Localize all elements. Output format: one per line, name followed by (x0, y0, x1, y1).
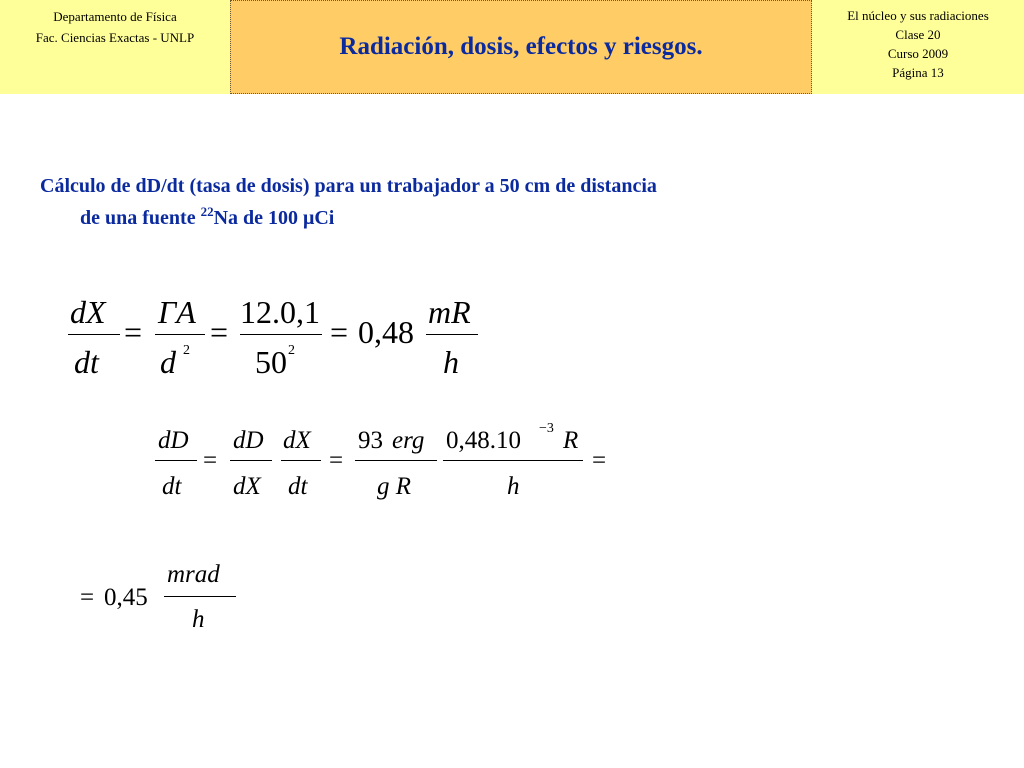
eq2-conversion-denominator: g R (377, 473, 412, 500)
problem-statement (40, 170, 940, 234)
eq3-unit-fraction-bar (164, 596, 236, 597)
eq2-dX-denominator: dX (233, 473, 261, 500)
course-subject: El núcleo y sus radiaciones (847, 8, 989, 23)
eq1-fraction-bar-3 (240, 334, 322, 335)
eq2-dD-numerator: dD (233, 427, 264, 454)
eq1-fraction-bar-2 (155, 334, 205, 335)
eq2-exposure-value: 0,48.10 (446, 427, 521, 454)
header-title-box (230, 0, 812, 94)
eq1-equals-3: = (330, 314, 349, 350)
eq2-exposure-unit: R (563, 427, 579, 454)
eq1-substituted-denominator: 50 (255, 344, 287, 380)
eq1-unit-fraction-bar (426, 334, 478, 335)
eq1-lhs-numerator: dX (70, 294, 106, 330)
statement-line-2 (40, 202, 940, 234)
eq2-equals-2: = (329, 447, 344, 474)
statement-line-2-end: Na de 100 μCi (213, 207, 335, 229)
statement-line-2-start: de una fuente (80, 207, 201, 229)
eq1-substituted-numerator: 12.0,1 (240, 294, 320, 330)
header-department (0, 0, 230, 94)
isotope-mass-number: 22 (200, 204, 214, 219)
eq2-exposure-exponent: −3 (539, 421, 554, 436)
eq3-result-value: 0,45 (104, 584, 148, 611)
eq1-equals-1: = (124, 314, 143, 350)
eq2-dt-denominator: dt (288, 473, 308, 500)
eq2-dD-dX-bar (230, 460, 272, 461)
eq2-lhs-denominator: dt (162, 473, 182, 500)
header-course-info (812, 0, 1024, 94)
eq1-unit-denominator: h (443, 344, 459, 380)
class-number: Clase 20 (895, 27, 941, 42)
eq3-unit-denominator: h (192, 606, 205, 633)
department-name: Departamento de Física (53, 9, 177, 24)
page-number: Página 13 (892, 65, 944, 80)
eq2-exposure-bar (443, 460, 583, 461)
eq2-conversion-bar (355, 460, 437, 461)
eq2-conversion-value: 93 (358, 427, 383, 454)
eq2-dX-dt-bar (281, 460, 321, 461)
eq2-dX-numerator: dX (283, 427, 311, 454)
eq2-conversion-erg: erg (392, 427, 425, 454)
eq2-equals-1: = (203, 447, 218, 474)
eq3-unit-numerator: mrad (167, 561, 220, 588)
eq1-result-value: 0,48 (358, 314, 414, 350)
eq3-equals: = (80, 584, 95, 611)
eq1-distance: d (160, 344, 176, 380)
slide-title: Radiación, dosis, efectos y riesgos. (339, 33, 703, 60)
eq1-distance-exponent: 2 (183, 343, 190, 358)
eq2-lhs-numerator: dD (158, 427, 189, 454)
eq1-unit-numerator: mR (428, 294, 471, 330)
statement-line-1: Cálculo de dD/dt (tasa de dosis) para un trabajador a 50 cm de distancia (40, 175, 657, 197)
eq1-gamma-activity: ΓA (158, 294, 196, 330)
eq1-equals-2: = (210, 314, 229, 350)
eq2-lhs-fraction-bar (155, 460, 197, 461)
eq1-lhs-fraction-bar (68, 334, 120, 335)
eq2-exposure-denominator: h (507, 473, 520, 500)
faculty-name: Fac. Ciencias Exactas - UNLP (35, 30, 195, 45)
eq1-lhs-denominator: dt (74, 344, 99, 380)
course-year: Curso 2009 (887, 46, 949, 61)
eq2-equals-3: = (592, 447, 607, 474)
eq1-substituted-exponent: 2 (288, 343, 295, 358)
